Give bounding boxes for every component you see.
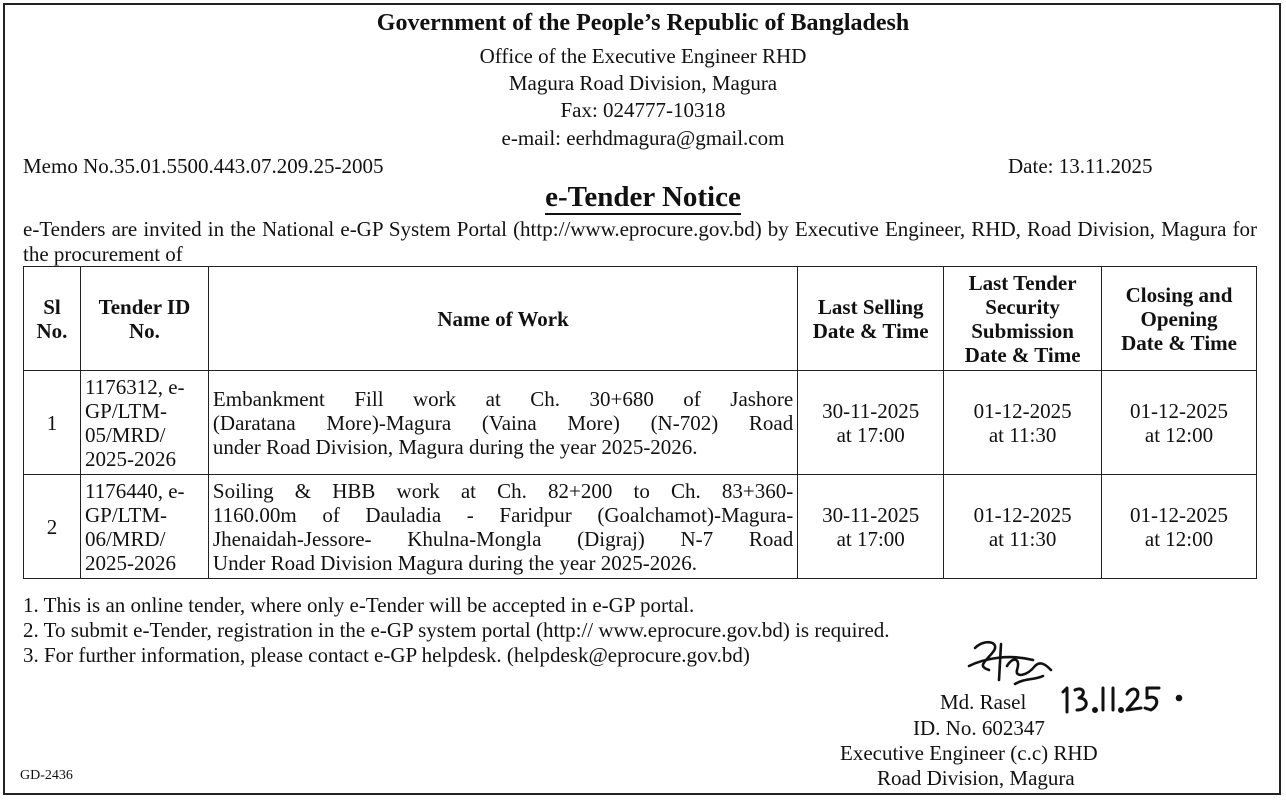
notice-title: e-Tender Notice bbox=[545, 181, 741, 213]
cell-last-security: 01-12-2025 at 11:30 bbox=[944, 475, 1102, 579]
signatory-office: Road Division, Magura bbox=[877, 766, 1075, 790]
cell-sl: 2 bbox=[24, 475, 81, 579]
office-line: Office of the Executive Engineer RHD bbox=[479, 44, 807, 68]
notice-date: Date: 13.11.2025 bbox=[1008, 154, 1153, 178]
header-closing-opening: Closing and Opening Date & Time bbox=[1102, 267, 1257, 371]
fax-line: Fax: 024777-10318 bbox=[560, 98, 726, 122]
note-item: 2. To submit e-Tender, registration in the e-GP system portal (http:// www.eprocure.gov.bd) is required. bbox=[23, 618, 890, 642]
cell-closing-opening: 01-12-2025 at 12:00 bbox=[1102, 475, 1257, 579]
header-tender-id: Tender ID No. bbox=[80, 267, 208, 371]
note-item: 3. For further information, please contact e-GP helpdesk. (helpdesk@eprocure.gov.bd) bbox=[23, 643, 750, 667]
table-row bbox=[24, 371, 1257, 475]
cell-last-selling: 30-11-2025 at 17:00 bbox=[798, 371, 944, 475]
header-sl: Sl No. bbox=[24, 267, 81, 371]
memo-number: Memo No.35.01.5500.443.07.209.25-2005 bbox=[23, 154, 384, 178]
intro-paragraph: e-Tenders are invited in the National e-GP System Portal (http://www.eprocure.gov.bd) by Executive Engineer, RHD, Road Division, Magura for the procurement of bbox=[23, 217, 1257, 266]
tender-table bbox=[23, 266, 1257, 579]
cell-tender-id: 1176440, e- GP/LTM- 06/MRD/ 2025-2026 bbox=[80, 475, 208, 579]
cell-last-selling: 30-11-2025 at 17:00 bbox=[798, 475, 944, 579]
footer-code: GD-2436 bbox=[20, 768, 73, 783]
cell-closing-opening: 01-12-2025 at 12:00 bbox=[1102, 371, 1257, 475]
header-last-security: Last Tender Security Submission Date & Time bbox=[944, 267, 1102, 371]
cell-name-of-work: Embankment Fill work at Ch. 30+680 of Jashore (Daratana More)-Magura (Vaina More) (N-702) Road under Road Division, Magura during the year 2025-2026. bbox=[208, 371, 797, 475]
notes-list bbox=[23, 593, 890, 668]
email-line: e-mail: eerhdmagura@gmail.com bbox=[501, 126, 785, 150]
cell-tender-id: 1176312, e- GP/LTM- 05/MRD/ 2025-2026 bbox=[80, 371, 208, 475]
note-item: 1. This is an online tender, where only e-Tender will be accepted in e-GP portal. bbox=[23, 593, 695, 617]
government-heading: Government of the People’s Republic of Bangladesh bbox=[376, 10, 910, 36]
signatory-designation: Executive Engineer (c.c) RHD bbox=[840, 741, 1098, 765]
cell-last-security: 01-12-2025 at 11:30 bbox=[944, 371, 1102, 475]
header-last-selling: Last Selling Date & Time bbox=[798, 267, 944, 371]
cell-sl: 1 bbox=[24, 371, 81, 475]
cell-name-of-work: Soiling & HBB work at Ch. 82+200 to Ch. 83+360- 1160.00m of Dauladia - Faridpur (Goalchamot)-Magura- Jhenaidah-Jessore- Khulna-Mongla (Digraj) N-7 Road Under Road Division Magura during the year 2025-2026. bbox=[208, 475, 797, 579]
division-line: Magura Road Division, Magura bbox=[508, 71, 778, 95]
signatory-name: Md. Rasel bbox=[940, 690, 1027, 714]
table-row bbox=[24, 475, 1257, 579]
signatory-id: ID. No. 602347 bbox=[913, 716, 1045, 740]
header-name-of-work: Name of Work bbox=[208, 267, 797, 371]
